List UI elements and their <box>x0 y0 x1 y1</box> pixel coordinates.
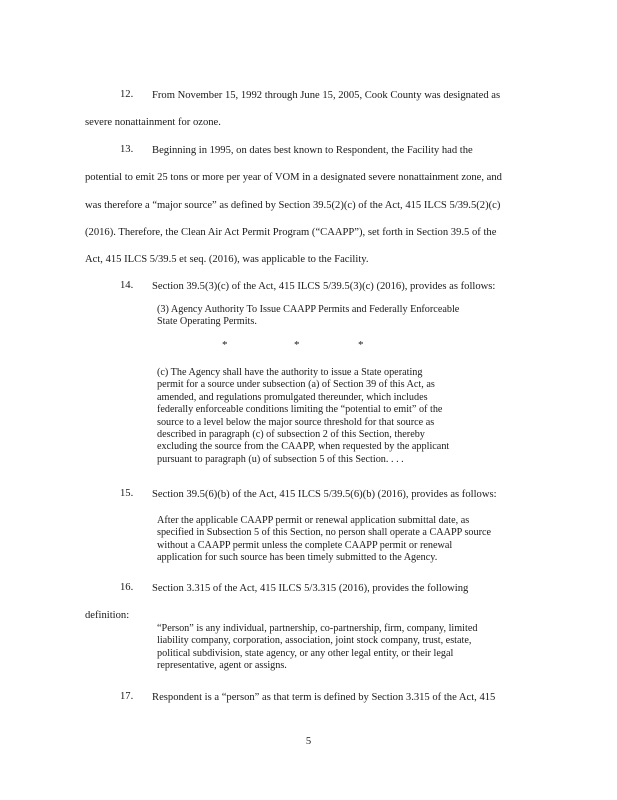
paragraph-13-line-4: (2016). Therefore, the Clean Air Act Permit Program (“CAAPP”), set forth in Section 39.5 of the <box>85 227 497 238</box>
quote-line: (c) The Agency shall have the authority to issue a State operating <box>157 367 423 378</box>
quote-line: representative, agent or assigns. <box>157 660 287 672</box>
quote-line: federally enforceable conditions limiting the “potential to emit” of the <box>157 404 443 416</box>
paragraph-15-line-1: Section 39.5(6)(b) of the Act, 415 ILCS 5/39.5(6)(b) (2016), provides as follows: <box>152 489 497 500</box>
omission-star-2: * <box>294 339 300 351</box>
quote-line: “Person” is any individual, partnership, co-partnership, firm, company, limited <box>157 623 478 634</box>
quote-line: After the applicable CAAPP permit or renewal application submittal date, as <box>157 515 470 526</box>
paragraph-13-line-5: Act, 415 ILCS 5/39.5 et seq. (2016), was applicable to the Facility. <box>85 254 369 265</box>
page-number: 5 <box>305 736 312 747</box>
quote-line: specified in Subsection 5 of this Section, no person shall operate a CAAPP source <box>157 527 492 539</box>
quote-line: described in paragraph (c) of subsection 2 of this Section, thereby <box>157 429 425 441</box>
paragraph-number-16: 16. <box>120 582 134 593</box>
paragraph-12-line-2: severe nonattainment for ozone. <box>85 117 221 128</box>
quote-heading-line-2: State Operating Permits. <box>157 316 257 328</box>
quote-line: pursuant to paragraph (u) of subsection 5 of this Section. . . . <box>157 453 404 465</box>
quote-line: political subdivision, state agency, or any other legal entity, or their legal <box>157 647 454 659</box>
quote-heading-line-1: (3) Agency Authority To Issue CAAPP Permits and Federally Enforceable <box>157 304 460 315</box>
quote-line: without a CAAPP permit unless the complete CAAPP permit or renewal <box>157 539 453 551</box>
paragraph-number-15: 15. <box>120 488 134 499</box>
paragraph-16-line-2: definition: <box>85 610 130 621</box>
quote-line: application for such source has been timely submitted to the Agency. <box>157 552 438 564</box>
quote-line: source to a level below the major source threshold for that source as <box>157 416 435 428</box>
paragraph-number-13: 13. <box>120 144 134 155</box>
paragraph-17-line-1: Respondent is a “person” as that term is defined by Section 3.315 of the Act, 415 <box>152 692 496 703</box>
quote-line: excluding the source from the CAAPP, when requested by the applicant <box>157 441 450 453</box>
paragraph-12-line-1: From November 15, 1992 through June 15, 2005, Cook County was designated as <box>152 90 501 101</box>
paragraph-14-line-1: Section 39.5(3)(c) of the Act, 415 ILCS 5/39.5(3)(c) (2016), provides as follows: <box>152 281 496 292</box>
paragraph-number-12: 12. <box>120 89 134 100</box>
paragraph-13-line-1: Beginning in 1995, on dates best known to Respondent, the Facility had the <box>152 145 473 156</box>
paragraph-14-quote <box>157 367 535 466</box>
quote-line: permit for a source under subsection (a) of Section 39 of this Act, as <box>157 379 435 391</box>
quote-line: liability company, corporation, association, joint stock company, trust, estate, <box>157 635 472 647</box>
paragraph-16-quote <box>157 623 535 673</box>
paragraph-number-17: 17. <box>120 691 134 702</box>
quote-line: amended, and regulations promulgated thereunder, which includes <box>157 391 428 403</box>
paragraph-13-line-2: potential to emit 25 tons or more per year of VOM in a designated severe nonattainment zone, and <box>85 172 502 183</box>
paragraph-number-14: 14. <box>120 280 134 291</box>
omission-star-3: * <box>358 339 364 351</box>
paragraph-16-line-1: Section 3.315 of the Act, 415 ILCS 5/3.315 (2016), provides the following <box>152 583 469 594</box>
paragraph-15-quote <box>157 515 535 565</box>
paragraph-13-line-3: was therefore a “major source” as defined by Section 39.5(2)(c) of the Act, 415 ILCS 5/39.5(2)(c) <box>85 200 501 211</box>
paragraph-14-quote-heading <box>157 304 535 329</box>
omission-star-1: * <box>222 339 228 351</box>
